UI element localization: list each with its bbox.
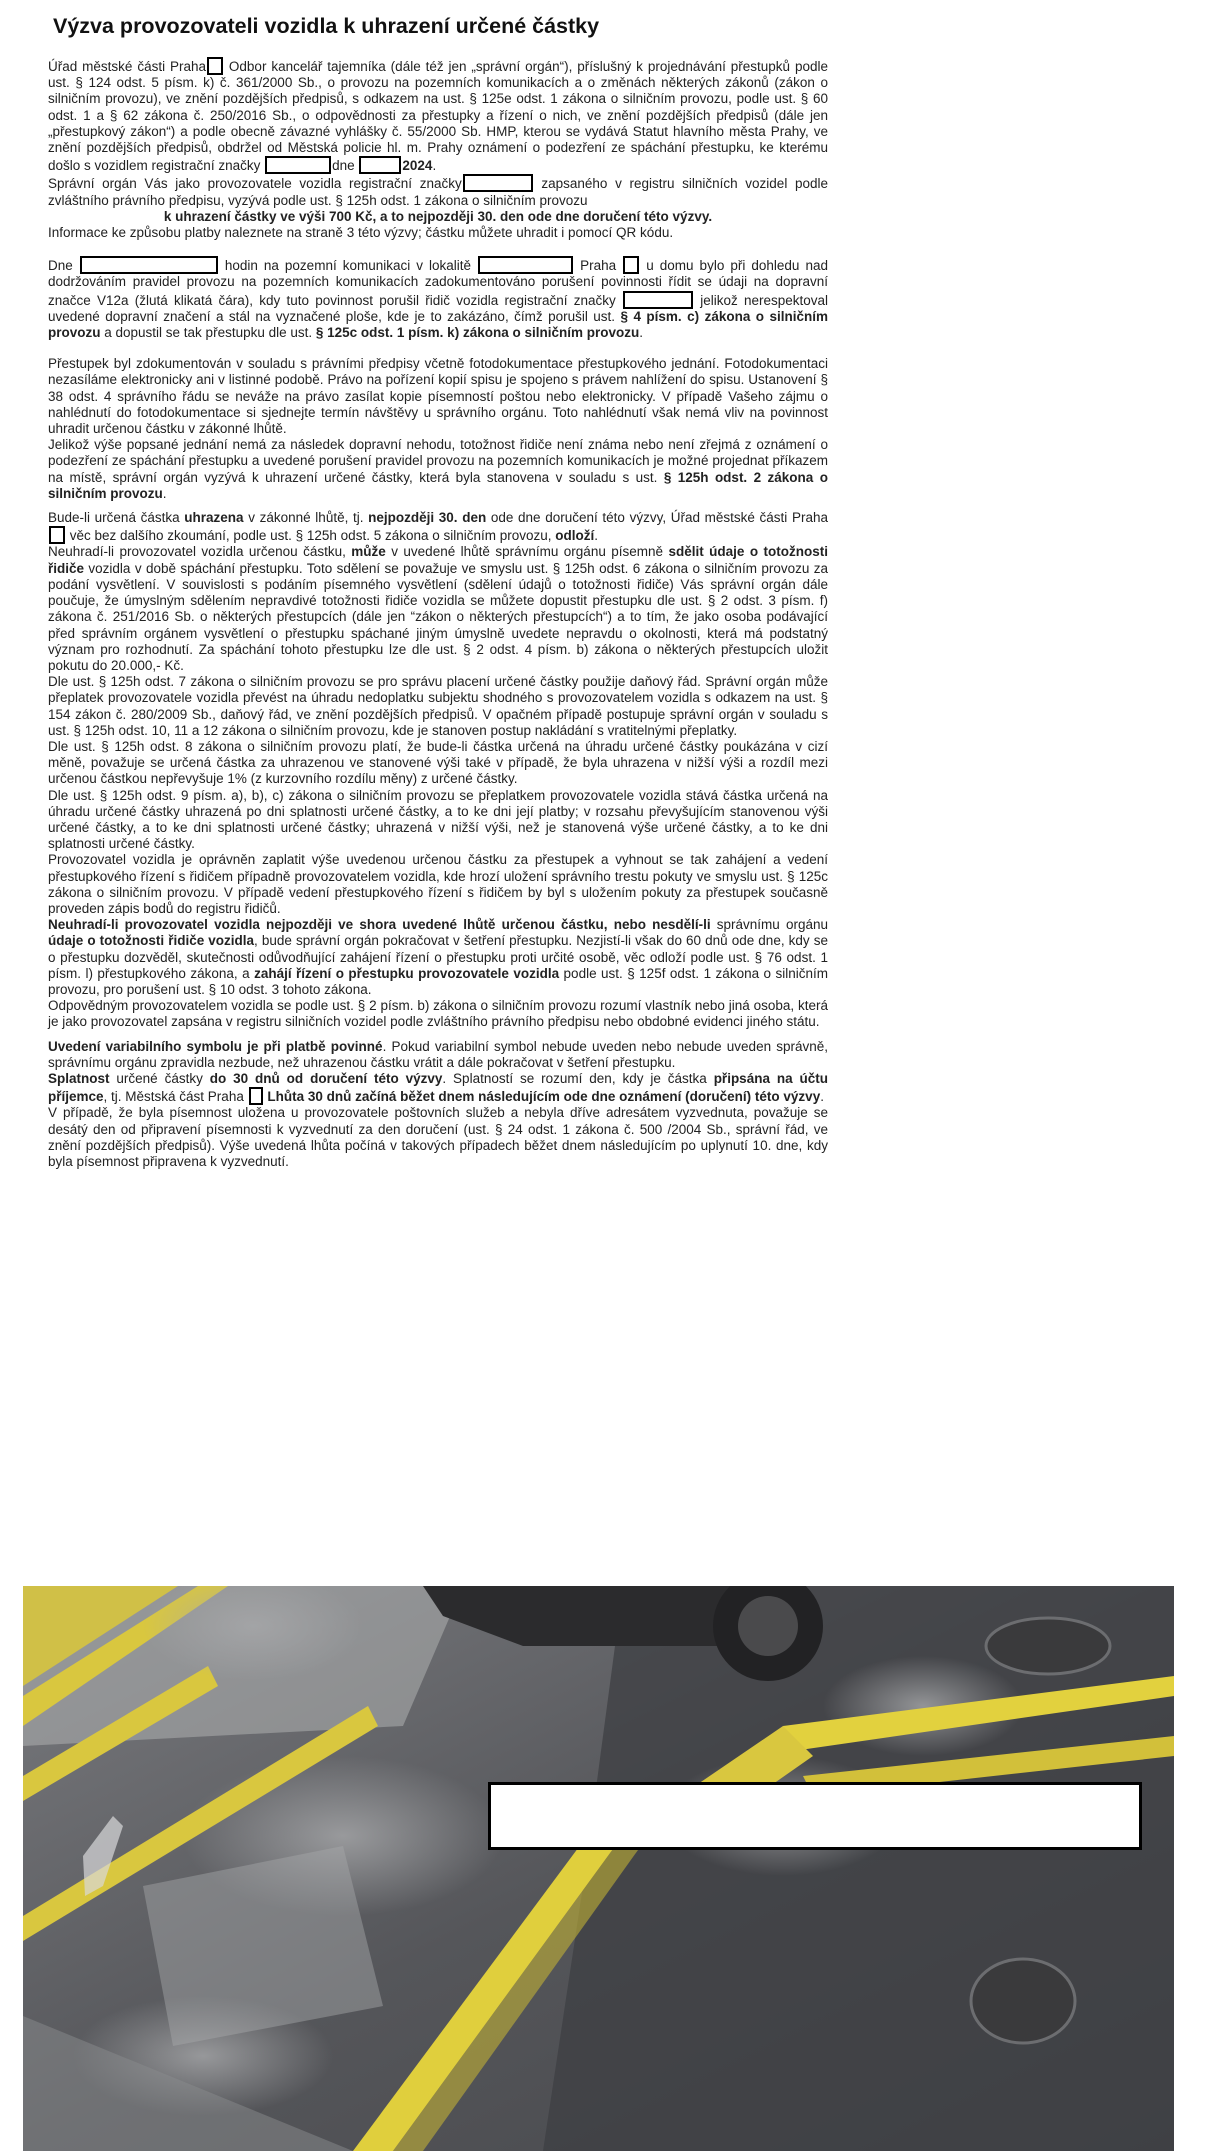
paragraph-driver-identity: Neuhradí-li provozovatel vozidla určenou částku, může v uvedené lhůtě správnímu orgánu písemně sdělit údaje o totožnosti řidiče vozidla v době spáchání přestupku. Toto sdělení se považuje ve smyslu ust. § 125h odst. 6 zákona o silničním provozu za podání vysvětlení. V souvislosti s podáním písemného vysvětlení (sdělení údajů o totožnosti řidiče) Vás správní orgán dále poučuje, že úmyslným sdělením nepravdivé totožnosti řidiče vozidla se můžete dopustit přestupku dle ust. § 2 odst. 3 písm. f) zákona č. 251/2016 Sb. o některých přestupcích (dále jen “zákon o některých přestupcích“) a to tím, že jako osoba podávající před správním orgánem vysvětlení o přestupku spáchané jiným úmyslně uvedete nepravdu o okolnosti, která má podstatný význam pro rozhodnutí. Za spáchání tohoto přestupku lze dle ust. § 2 odst. 4 písm. b) zákona o některých přestupcích uložit pokutu do 20.000,- Kč.: [48, 544, 828, 673]
redaction-box: [478, 256, 573, 274]
paragraph-operator-definition: Odpovědným provozovatelem vozidla se podle ust. § 2 písm. b) zákona o silničním provozu rozumí vlastník nebo jiná osoba, která je jako provozovatel zapsána v registru silničních vozidel podle zvláštního právního předpisu nebo obdobné evidenci jiného státu.: [48, 998, 828, 1030]
redaction-box: [623, 256, 639, 274]
evidence-photo-illustration: [23, 1586, 1174, 2151]
evidence-photo: [23, 1586, 1174, 2151]
redaction-box: [359, 156, 401, 174]
paragraph-offense: Dne hodin na pozemní komunikaci v lokalitě Praha u domu bylo při dohledu nad dodržováním pravidel provozu na pozemních komunikacích zadokumentováno porušení povinnosti řídit se údaji na dopravní značce V12a (žlutá klikatá čára), kdy tuto povinnost porušil řidič vozidla registrační značky jelikož nerespektoval uvedené dopravní značení a stál na vyznačené ploše, kde je to zakázáno, čímž porušil ust. § 4 písm. c) zákona o silničním provozu a dopustil se tak přestupku dle ust. § 125c odst. 1 písm. k) zákona o silničním provozu.: [48, 258, 828, 341]
paragraph-overpayment: Dle ust. § 125h odst. 9 písm. a), b), c) zákona o silničním provozu se přeplatkem provozovatele vozidla stává částka určená na úhradu určené částky uhrazená po dni splatnosti určené částky, a to ke dni její platby; v rozsahu převyšujícím stanovenou výši určené částky, a to ke dni splatnosti určené částky; uhrazená v nižší výši, než je stanovená výše určené částky, a to ke dni splatnosti určené částky.: [48, 787, 828, 852]
paragraph-foreign-currency: Dle ust. § 125h odst. 8 zákona o silničním provozu platí, že bude-li částka určená na úhradu určené částky poukázána v cizí měně, považuje se určená částka za uhrazenou ve stanovené výši také v případě, že byla uhrazena v nižší výši a rozdíl mezi určenou částkou nepřevyšuje 1% (z kurzovního rozdílu měny) z určené částky.: [48, 738, 828, 787]
paragraph-reason: Jelikož výše popsané jednání nemá za následek dopravní nehodu, totožnost řidiče není známa nebo není zřejmá z oznámení o podezření ze spáchání přestupku a uvedené porušení pravidel provozu na pozemních komunikacích je možné projednat příkazem na místě, správní orgán vyzývá k uhrazení určené částky, která byla stanovena v souladu s ust. § 125h odst. 2 zákona o silničním provozu.: [48, 437, 828, 501]
redaction-box-photo: [488, 1782, 1142, 1850]
page-title: Výzva provozovateli vozidla k uhrazení určené částky: [53, 14, 600, 38]
redaction-box: [207, 57, 223, 75]
redaction-box: [463, 174, 533, 192]
paragraph-variable-symbol: Uvedení variabilního symbolu je při platbě povinné. Pokud variabilní symbol nebude uveden nebo nebude uveden správně, správnímu orgánu zpravidla nezbude, než uhrazenou částku vrátit a dále pokračovat v šetření přestupku.: [48, 1038, 828, 1070]
payment-amount-line: k uhrazení částky ve výši 700 Kč, a to nejpozději 30. den ode dne doručení této výzvy.: [163, 208, 713, 224]
redaction-box: [265, 156, 331, 174]
paragraph-tax-code: Dle ust. § 125h odst. 7 zákona o silničním provozu se pro správu placení určené částky použije daňový řád. Správní orgán může přeplatek provozovatele vozidla převést na úhradu nedoplatku subjektu shodného s provozovatelem vozidla s odkazem na ust. § 154 zákon č. 280/2009 Sb., daňový řád, ve znění pozdějších předpisů. V opačném případě postupuje správní orgán v souladu s ust. § 125h odst. 10, 11 a 12 zákona o silničním provozu, kde je stanoven postup nakládání s vratitelnými přeplatky.: [48, 674, 828, 738]
paragraph-nonpayment: Neuhradí-li provozovatel vozidla nejpozději ve shora uvedené lhůtě určenou částku, nebo nesdělí-li správnímu orgánu údaje o totožnosti řidiče vozidla, bude správní orgán pokračovat v šetření přestupku. Nezjistí-li však do 60 dnů ode dne, kdy se o přestupku dozvěděl, skutečnosti odůvodňující zahájení řízení o přestupku proti určité osobě, věc odloží podle ust. § 76 odst. 1 písm. l) přestupkového zákona, a zahájí řízení o přestupku provozovatele vozidla podle ust. § 125f odst. 1 zákona o silničním provozu, pro porušení ust. § 10 odst. 3 tohoto zákona.: [48, 917, 829, 997]
document: [48, 0, 828, 1170]
paragraph-documentation: Přestupek byl zdokumentován v souladu s právními předpisy včetně fotodokumentace přestupkového jednání. Fotodokumentaci nezasíláme elektronicky ani v listinné podobě. Právo na pořízení kopií spisu je spojeno s právem nahlížení do spisu. Ustanovení § 38 odst. 4 správního řádu se neváže na právo zasílat kopie písemností poštou nebo elektronicky. V případě Vašeho zájmu o nahlédnutí do fotodokumentace si sjednejte termín návštěvy u správního orgánu. Toto nahlédnutí však nemá vliv na povinnost uhradit určenou částku v zákonné lhůtě.: [48, 356, 828, 437]
payment-info-line: Informace ke způsobu platby naleznete na straně 3 této výzvy; částku můžete uhradit i pomocí QR kódu.: [48, 225, 674, 241]
paragraph-postal-delivery: V případě, že byla písemnost uložena u provozovatele poštovních služeb a nebyla dříve adresátem vyzvednuta, považuje se desátý den od připravení písemnosti k vyzvednutí za den doručení (ust. § 24 odst. 1 zákona č. 500 /2004 Sb., správní řád, ve znění pozdějších předpisů). Výše uvedená lhůta počíná v takových případech běžet dnem následujícím po uplynutí 10. dne, kdy byla písemnost připravena k vyzvednutí.: [48, 1105, 828, 1169]
redaction-box: [80, 256, 218, 274]
redaction-box: [249, 1087, 263, 1105]
paragraph-intro: Úřad městské části Praha Odbor kancelář tajemníka (dále též jen „správní orgán“), příslušný k projednávání přestupků podle ust. § 124 odst. 5 písm. k) č. 361/2000 Sb., o provozu na pozemních komunikacích a o změnách některých zákonů (zákon o silničním provozu), ve znění pozdějších předpisů, s odkazem na ust. § 125e odst. 1 zákona o silničním provozu, podle ust. § 60 odst. 1 a § 62 zákona č. 250/2016 Sb., o odpovědnosti za přestupky a řízení o nich, ve znění pozdějších předpisů (dále jen „přestupkový zákon“) a podle obecně závazné vyhlášky č. 55/2000 Sb. HMP, kterou se vydává Statut hlavního města Prahy, ve znění pozdějších předpisů, obdržel od Městská policie hl. m. Prahy oznámení o podezření ze spáchání přestupku, ke kterému došlo s vozidlem registrační značky dne 2024.: [48, 59, 828, 174]
paragraph-due-date: Splatnost určené částky do 30 dnů od doručení této výzvy. Splatností se rozumí den, kdy je částka připsána na účtu příjemce, tj. Městská část Praha Lhůta 30 dnů začíná běžet dnem následujícím ode dne oznámení (doručení) této výzvy.: [48, 1070, 828, 1105]
redaction-box: [49, 526, 65, 544]
paragraph-call: Správní orgán Vás jako provozovatele vozidla registrační značky zapsaného v registru silničních vozidel podle zvláštního právního předpisu, vyzývá podle ust. § 125h odst. 1 zákona o silničním provozu: [48, 176, 828, 208]
paragraph-deadline: Bude-li určená částka uhrazena v zákonné lhůtě, tj. nejpozději 30. den ode dne doručení této výzvy, Úřad městské části Praha věc bez dalšího zkoumání, podle ust. § 125h odst. 5 zákona o silničním provozu, odloží.: [48, 510, 828, 544]
paragraph-right-to-pay: Provozovatel vozidla je oprávněn zaplatit výše uvedenou určenou částku za přestupek a vyhnout se tak zahájení a vedení přestupkového řízení s řidičem případně provozovatelem vozidla, kde hrozí uložení správního trestu pokuty ve smyslu ust. § 125c zákona o silničním provozu. V případě vedení přestupkového řízení s řidičem by byl s uložením pokuty za přestupek současně proveden zápis bodů do registru řidičů.: [48, 852, 828, 916]
redaction-box: [623, 291, 693, 309]
